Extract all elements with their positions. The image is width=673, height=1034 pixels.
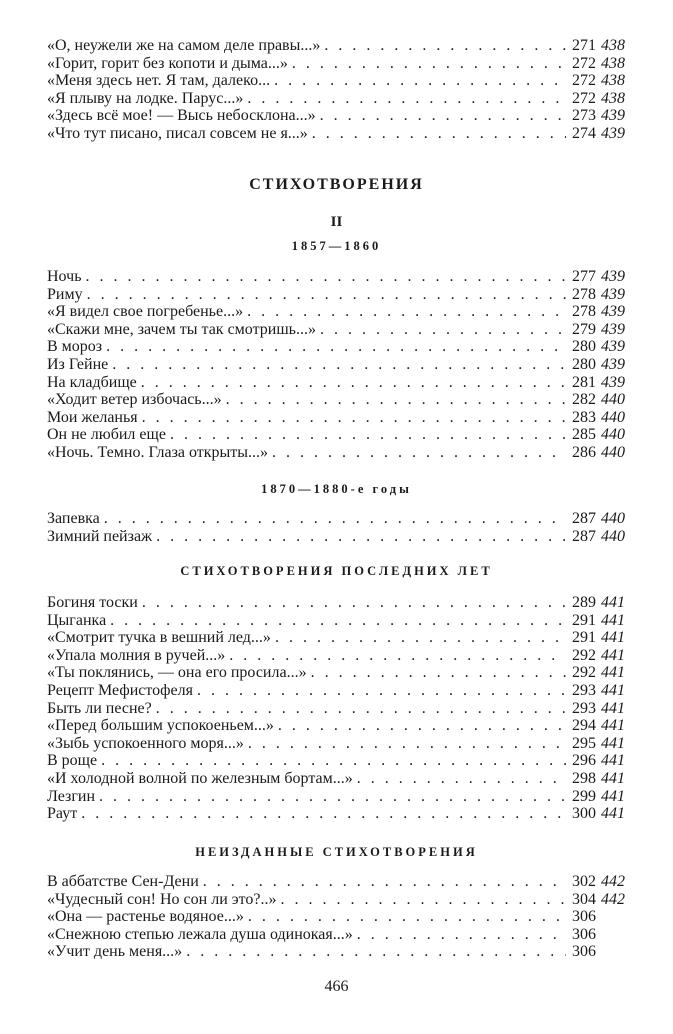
toc-entry xyxy=(47,647,625,665)
page-number: 466 xyxy=(324,978,349,995)
entry-title: «Скажи мне, зачем ты так смотришь...» xyxy=(47,320,316,338)
toc-entry xyxy=(47,664,625,682)
entry-note-page: 438 xyxy=(601,72,625,90)
dot-leader xyxy=(166,426,566,444)
dot-leader xyxy=(307,664,566,682)
entry-page: 272 xyxy=(572,54,596,72)
entry-page: 291 xyxy=(572,611,596,629)
toc-entry xyxy=(47,629,625,647)
dot-leader xyxy=(288,55,566,73)
toc-entry xyxy=(47,338,625,356)
entry-page: 306 xyxy=(572,943,596,961)
entry-title: Зимний пейзаж xyxy=(47,527,153,545)
entry-note-page: 439 xyxy=(601,285,625,303)
toc-entry xyxy=(47,788,625,806)
entry-page: 277 xyxy=(572,268,596,285)
dot-leader xyxy=(308,125,566,143)
entry-title: Запевка xyxy=(47,510,100,527)
entry-page: 278 xyxy=(572,285,596,303)
dot-leader xyxy=(222,391,566,409)
entry-note-page: 439 xyxy=(601,268,625,285)
entry-note-page: 438 xyxy=(601,37,625,54)
entry-page: 283 xyxy=(572,408,596,426)
entry-page: 294 xyxy=(572,717,596,735)
toc-entry xyxy=(47,926,625,944)
entry-note-page: 440 xyxy=(601,426,625,444)
entry-note-page: 439 xyxy=(601,124,625,142)
dot-leader xyxy=(138,594,566,612)
toc-entry xyxy=(47,72,625,90)
entry-title: «Учит день меня...» xyxy=(47,943,183,961)
entry-note-page: 439 xyxy=(601,303,625,321)
entry-page: 296 xyxy=(572,752,596,770)
dot-leader xyxy=(81,268,566,286)
entry-title: «Чудесный сон! Но сон ли это?..» xyxy=(47,890,277,908)
entry-title: «Ты поклянись, — она его просила...» xyxy=(47,664,307,682)
toc-entry xyxy=(47,321,625,339)
toc-block-1857-1860 xyxy=(47,268,625,462)
dot-leader xyxy=(244,908,566,926)
entry-page: 281 xyxy=(572,373,596,391)
dot-leader xyxy=(108,356,566,374)
entry-title: Цыганка xyxy=(47,611,107,629)
entry-page: 300 xyxy=(572,805,596,823)
entry-note-page: 441 xyxy=(601,611,625,629)
toc-entry xyxy=(47,594,625,612)
entry-note-page: 441 xyxy=(601,629,625,647)
toc-entry xyxy=(47,612,625,630)
entry-note-page: 441 xyxy=(601,646,625,664)
toc-entry xyxy=(47,37,625,55)
entry-note-page: 441 xyxy=(601,681,625,699)
entry-title: В мороз xyxy=(47,338,103,356)
dot-leader xyxy=(243,90,566,108)
entry-page: 280 xyxy=(572,355,596,373)
entry-title: «Зыбь успокоенного моря...» xyxy=(47,734,244,752)
entry-note-page: 439 xyxy=(601,338,625,356)
entry-title: «Смотрит тучка в вешний лед...» xyxy=(47,629,271,647)
entry-page: 293 xyxy=(572,699,596,717)
dot-leader xyxy=(320,37,566,55)
toc-entry xyxy=(47,528,625,546)
entry-note-page: 439 xyxy=(601,355,625,373)
entry-title: «Я плыву на лодке. Парус...» xyxy=(47,89,244,107)
toc-entry xyxy=(47,391,625,409)
toc-entry xyxy=(47,409,625,427)
entry-page: 278 xyxy=(572,303,596,321)
toc-entry xyxy=(47,356,625,374)
entry-page: 272 xyxy=(572,72,596,90)
toc-entry xyxy=(47,873,625,891)
entry-title: «Ночь. Темно. Глаза открыты...» xyxy=(47,443,269,461)
entry-title: На кладбище xyxy=(47,373,137,391)
section-heading: НЕИЗДАННЫЕ СТИХОТВОРЕНИЯ xyxy=(195,845,478,859)
entry-page: 302 xyxy=(572,873,596,890)
toc-entry xyxy=(47,286,625,304)
entry-note-page: 441 xyxy=(601,717,625,735)
entry-note-page: 438 xyxy=(601,54,625,72)
entry-title: Лезгин xyxy=(47,787,96,805)
entry-title: Богиня тоски xyxy=(47,594,138,611)
dot-leader xyxy=(271,629,566,647)
dot-leader xyxy=(193,682,566,700)
entry-title: «Я видел свое погребенье...» xyxy=(47,303,244,321)
dot-leader xyxy=(106,612,566,630)
entry-title: Быть ли песне? xyxy=(47,699,152,717)
toc-entry xyxy=(47,752,625,770)
entry-page: 287 xyxy=(572,527,596,545)
entry-title: «Снежною степью лежала душа одинокая...» xyxy=(47,925,353,943)
dot-leader xyxy=(274,717,566,735)
entry-page: 295 xyxy=(572,734,596,752)
entry-page: 306 xyxy=(572,925,596,943)
toc-entry xyxy=(47,908,625,926)
entry-title: В аббатстве Сен-Дени xyxy=(47,873,199,890)
toc-entry xyxy=(47,125,625,143)
entry-title: Раут xyxy=(47,805,78,823)
dot-leader xyxy=(316,321,566,339)
entry-page: 271 xyxy=(572,37,596,54)
entry-note-page: 440 xyxy=(601,510,625,527)
entry-note-page: 441 xyxy=(601,699,625,717)
entry-note-page: 440 xyxy=(601,527,625,545)
entry-note-page: 440 xyxy=(601,391,625,409)
entry-page: 280 xyxy=(572,338,596,356)
entry-page: 289 xyxy=(572,594,596,611)
entry-note-page: 442 xyxy=(601,873,625,890)
dot-leader xyxy=(270,72,566,90)
section-years: 1857—1860 xyxy=(291,239,382,253)
entry-page: 285 xyxy=(572,426,596,444)
entry-title: «И холодной волной по железным бортам...» xyxy=(47,769,353,787)
dot-leader xyxy=(353,770,566,788)
dot-leader xyxy=(138,409,566,427)
dot-leader xyxy=(102,338,566,356)
entry-note-page: 441 xyxy=(601,734,625,752)
dot-leader xyxy=(199,873,566,891)
entry-page: 287 xyxy=(572,510,596,527)
toc-entry xyxy=(47,107,625,125)
entry-title: «Перед большим успокоеньем...» xyxy=(47,717,274,735)
toc-entry xyxy=(47,55,625,73)
entry-title: Ночь xyxy=(47,268,82,285)
dot-leader xyxy=(316,107,566,125)
dot-leader xyxy=(225,647,566,665)
entry-title: «Ходит ветер избочась...» xyxy=(47,391,222,409)
entry-note-page: 439 xyxy=(601,320,625,338)
dot-leader xyxy=(268,444,566,462)
entry-page: 298 xyxy=(572,769,596,787)
entry-note-page: 440 xyxy=(601,443,625,461)
entry-title: «Что тут писано, писал совсем не я...» xyxy=(47,124,308,142)
toc-entry xyxy=(47,303,625,321)
entry-note-page: 441 xyxy=(601,769,625,787)
entry-page: 292 xyxy=(572,664,596,682)
dot-leader xyxy=(353,926,566,944)
toc-entry xyxy=(47,682,625,700)
entry-page: 272 xyxy=(572,89,596,107)
dot-leader xyxy=(97,752,566,770)
dot-leader xyxy=(277,891,566,909)
entry-note-page: 441 xyxy=(601,752,625,770)
dot-leader xyxy=(152,700,566,718)
toc-entry xyxy=(47,770,625,788)
dot-leader xyxy=(152,528,566,546)
entry-title: «Упала молния в ручей...» xyxy=(47,646,226,664)
entry-note-page: 439 xyxy=(601,107,625,125)
entry-note-page: 441 xyxy=(601,594,625,611)
toc-entry xyxy=(47,426,625,444)
entry-note-page: 439 xyxy=(601,373,625,391)
dot-leader xyxy=(243,303,566,321)
entry-title: Риму xyxy=(47,285,83,303)
dot-leader xyxy=(137,374,566,392)
entry-title: Из Гейне xyxy=(47,355,109,373)
entry-page: 293 xyxy=(572,681,596,699)
toc-block-continued xyxy=(47,37,625,143)
entry-title: В роще xyxy=(47,752,98,770)
dot-leader xyxy=(83,286,566,304)
toc-entry xyxy=(47,268,625,286)
entry-note-page: 440 xyxy=(601,408,625,426)
entry-page: 274 xyxy=(572,124,596,142)
toc-entry xyxy=(47,510,625,528)
toc-entry xyxy=(47,735,625,753)
dot-leader xyxy=(95,788,566,806)
entry-note-page: 441 xyxy=(601,664,625,682)
section-heading: СТИХОТВОРЕНИЯ xyxy=(249,176,424,193)
entry-title: «Горит, горит без копоти и дыма...» xyxy=(47,54,288,72)
entry-note-page: 441 xyxy=(601,787,625,805)
entry-page: 304 xyxy=(572,890,596,908)
toc-entry xyxy=(47,891,625,909)
dot-leader xyxy=(244,735,566,753)
entry-title: Мои желанья xyxy=(47,408,138,426)
entry-page: 292 xyxy=(572,646,596,664)
entry-title: «Она — растенье водяное...» xyxy=(47,908,244,926)
entry-note-page: 441 xyxy=(601,805,625,823)
entry-page: 291 xyxy=(572,629,596,647)
entry-note-page: 442 xyxy=(601,890,625,908)
toc-entry xyxy=(47,717,625,735)
entry-title: Рецепт Мефистофеля xyxy=(47,681,193,699)
entry-page: 273 xyxy=(572,107,596,125)
toc-entry xyxy=(47,805,625,823)
entry-title: «О, неужели же на самом деле правы...» xyxy=(47,37,321,54)
entry-title: Он не любил еще xyxy=(47,426,166,444)
section-heading: СТИХОТВОРЕНИЯ ПОСЛЕДНИХ ЛЕТ xyxy=(180,564,493,578)
toc-entry xyxy=(47,444,625,462)
toc-entry xyxy=(47,943,625,961)
toc-block-1870-1880 xyxy=(47,510,625,545)
section-heading: 1870—1880-е годы xyxy=(261,482,412,496)
section-roman-numeral: II xyxy=(330,214,343,230)
dot-leader xyxy=(100,510,566,528)
dot-leader xyxy=(77,805,566,823)
entry-title: «Здесь всё мое! — Высь небосклона...» xyxy=(47,107,316,125)
toc-entry xyxy=(47,90,625,108)
entry-page: 282 xyxy=(572,391,596,409)
entry-page: 286 xyxy=(572,443,596,461)
toc-entry xyxy=(47,374,625,392)
entry-note-page: 438 xyxy=(601,89,625,107)
toc-block-last-years xyxy=(47,594,625,823)
toc-block-unpublished xyxy=(47,873,625,961)
entry-page: 279 xyxy=(572,320,596,338)
entry-title: «Меня здесь нет. Я там, далеко... xyxy=(47,72,271,90)
toc-entry xyxy=(47,700,625,718)
entry-page: 306 xyxy=(572,908,596,926)
dot-leader xyxy=(182,943,566,961)
entry-page: 299 xyxy=(572,787,596,805)
